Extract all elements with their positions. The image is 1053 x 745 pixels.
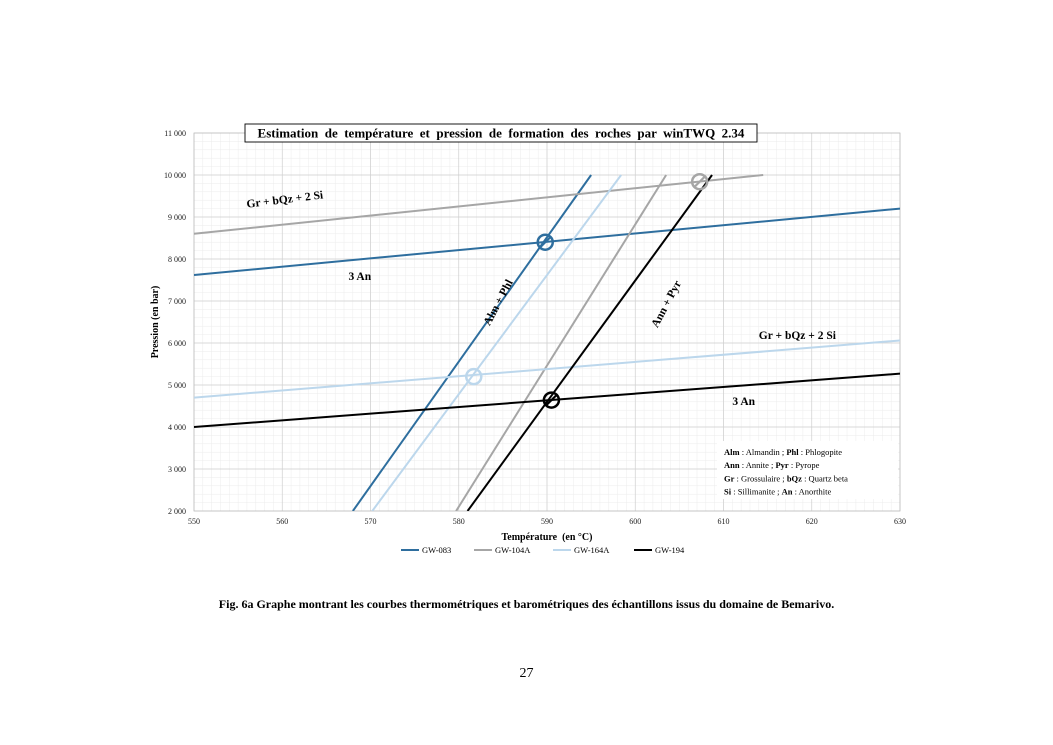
x-tick-label: 630	[894, 517, 906, 526]
abbreviation-row	[724, 447, 842, 457]
y-tick-label: 8 000	[168, 255, 186, 264]
abbreviation-key: Ann	[724, 460, 740, 471]
reaction-label-alm-phl: Alm + Phl	[481, 277, 516, 328]
legend-label: GW-194	[655, 545, 685, 555]
abbreviation-key: bQz	[786, 473, 802, 484]
legend-item-gw-104a	[474, 545, 531, 555]
abbreviation-key: Si	[724, 486, 732, 497]
y-tick-label: 9 000	[168, 213, 186, 222]
y-axis-title: Pression (en bar)	[150, 285, 161, 359]
x-tick-label: 560	[276, 517, 289, 526]
abbreviation-key: Pyr	[775, 460, 789, 471]
x-axis-title: Température (en °C)	[501, 532, 593, 543]
y-tick-label: 6 000	[168, 339, 186, 348]
page-number: 27	[519, 666, 534, 681]
figure-caption: Fig. 6a Graphe montrant les courbes thermométriques et barométriques des échantillons issus du domaine de Bemarivo.	[218, 597, 835, 611]
abbreviation-key: Gr	[724, 473, 735, 484]
abbreviation-value: : Sillimanite ;	[731, 486, 782, 497]
abbreviation-row	[724, 460, 820, 470]
x-tick-label: 590	[541, 517, 553, 526]
abbreviation-key: Phl	[786, 447, 799, 457]
reaction-label-gr-bqz-si-lower: Gr + bQz + 2 Si	[758, 329, 836, 342]
y-tick-label: 3 000	[168, 465, 186, 474]
abbreviation-key: An	[781, 486, 793, 497]
legend-item-gw-194	[634, 545, 685, 555]
x-tick-label: 550	[188, 517, 200, 526]
x-tick-label: 610	[717, 517, 730, 526]
x-tick-label: 600	[629, 517, 642, 526]
chart-title	[245, 124, 757, 142]
y-tick-label: 5 000	[168, 381, 186, 390]
abbreviation-row	[724, 473, 848, 483]
x-tick-label: 620	[805, 517, 818, 526]
abbreviation-row	[724, 487, 831, 497]
reaction-label-ann-pyr: Ann + Pyr	[649, 278, 685, 330]
x-tick-label: 580	[452, 517, 465, 526]
chart-title-text: Estimation de température et pression de formation des roches par winTWQ 2.34	[257, 125, 745, 141]
abbreviation-box	[717, 441, 898, 499]
reaction-label-an-upper: 3 An	[348, 271, 372, 283]
abbreviation-value: : Almandin ;	[739, 447, 787, 457]
legend	[401, 545, 685, 555]
abbreviation-value: : Quartz beta	[801, 473, 848, 484]
reaction-label-gr-bqz-si-upper: Gr + bQz + 2 Si	[245, 189, 324, 211]
abbreviation-value: : Anorthite	[792, 486, 832, 497]
abbreviation-value: : Pyrope	[788, 460, 820, 471]
y-axis-ticks	[164, 129, 186, 516]
y-tick-label: 2 000	[168, 507, 186, 516]
legend-item-gw-083	[401, 545, 451, 555]
legend-item-gw-164a	[553, 545, 610, 555]
y-tick-label: 11 000	[164, 129, 186, 138]
abbreviation-value: : Grossulaire ;	[734, 473, 787, 484]
legend-label: GW-164A	[574, 545, 610, 555]
abbreviation-value: : Annite ;	[739, 460, 776, 471]
y-tick-label: 7 000	[168, 297, 186, 306]
legend-label: GW-104A	[495, 545, 531, 555]
x-axis-ticks	[188, 517, 906, 526]
reaction-label-an-lower: 3 An	[732, 396, 756, 409]
y-tick-label: 4 000	[168, 423, 186, 432]
y-tick-label: 10 000	[164, 171, 186, 180]
legend-label: GW-083	[422, 545, 452, 555]
x-tick-label: 570	[364, 517, 377, 526]
abbreviation-value: : Phlogopite	[798, 447, 843, 457]
abbreviation-key: Alm	[724, 447, 740, 457]
